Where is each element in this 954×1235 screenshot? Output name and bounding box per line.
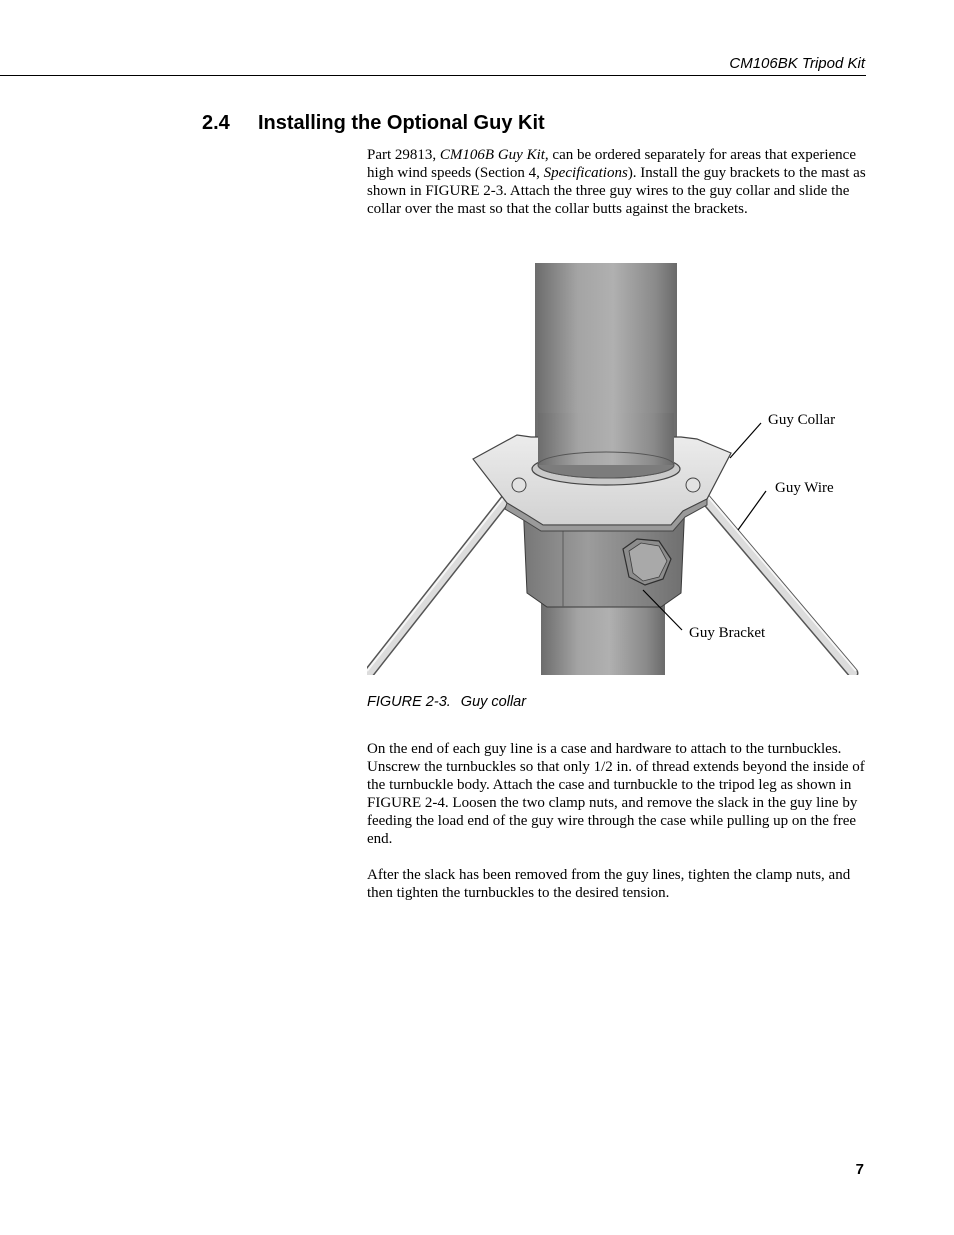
intro-kit-name: CM106B Guy Kit [439, 147, 545, 163]
intro-specifications-ref: Specifications [543, 165, 628, 181]
guy-collar-figure [367, 263, 859, 675]
callout-guy-collar: Guy Collar [768, 412, 836, 428]
callout-guy-bracket: Guy Bracket [689, 625, 766, 641]
intro-text-1: Part 29813, [367, 147, 440, 163]
header-rule [0, 75, 866, 76]
tension-paragraph: After the slack has been removed from the guy lines, tighten the clamp nuts, and then tighten the turnbuckles to the desired tension. [367, 867, 851, 901]
figure-caption-label: FIGURE 2-3. [367, 694, 451, 710]
intro-text-3: ). Install the guy brackets to the mast as shown in FIGURE 2-3. Attach the three guy wires to the guy collar and slide the collar over the mast so that the collar butts against the brackets. [367, 165, 866, 217]
running-header-title: CM106BK Tripod Kit [729, 55, 865, 72]
section-number: 2.4 [202, 112, 230, 134]
page-number: 7 [855, 1161, 864, 1178]
leader-guy-wire [738, 491, 766, 530]
callout-guy-wire: Guy Wire [775, 480, 834, 496]
section-heading [202, 112, 545, 135]
section-title: Installing the Optional Guy Kit [258, 112, 545, 134]
intro-text-2: , can be ordered separately for areas that experience high wind speeds (Section 4, [367, 147, 856, 181]
guy-wire-left [367, 483, 517, 673]
figure-caption-text: Guy collar [460, 694, 527, 710]
intro-paragraph [367, 146, 867, 218]
turnbuckle-paragraph: On the end of each guy line is a case and hardware to attach to the turnbuckles. Unscrew the turnbuckles so that only 1/2 in. of thread extends beyond the inside of the turnbuckle body. Attach the case and turnbuckle to the tripod leg as shown in FIGURE 2-4. Loosen the two clamp nuts, and remove the slack in the guy line by feeding the load end of the guy wire through the case while pulling up on the free end. [367, 741, 865, 847]
leader-guy-collar [730, 423, 761, 458]
figure-caption [367, 694, 526, 710]
guy-wire-right [697, 487, 856, 673]
guy-collar-illustration [367, 263, 859, 675]
